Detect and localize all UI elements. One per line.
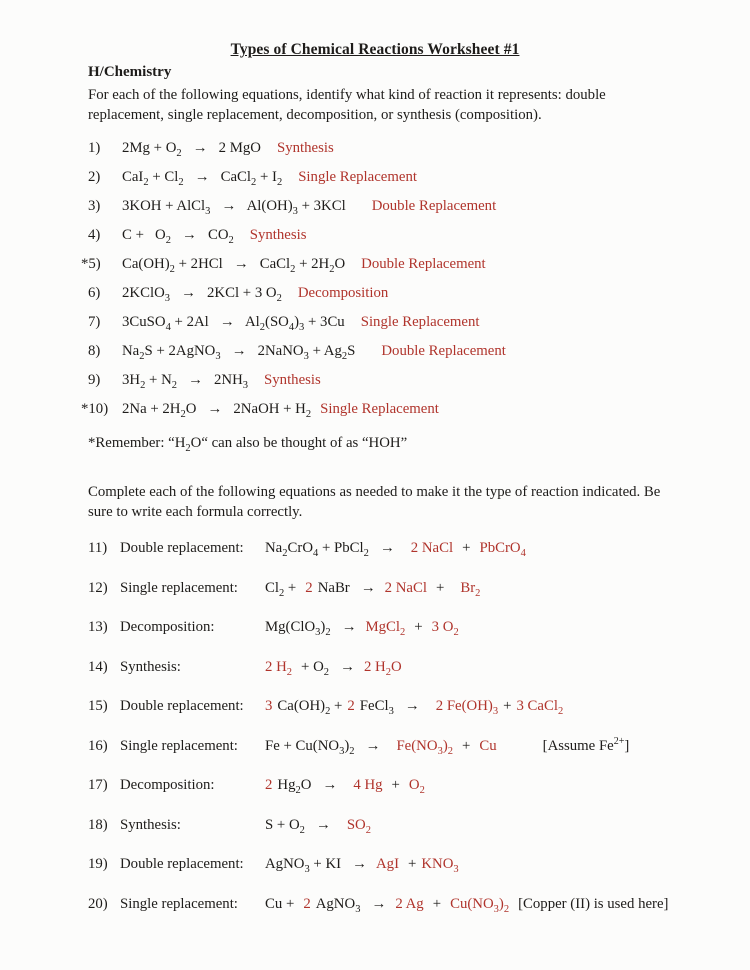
- item-number: *5): [81, 256, 101, 272]
- equation-segment: $O_2$: [408, 777, 425, 796]
- equation-segment: +: [462, 540, 471, 556]
- reaction-type-label: Decomposition:: [120, 777, 215, 793]
- item-number: 17): [88, 777, 108, 793]
- item-number: 16): [88, 737, 108, 754]
- reaction-type-label: Double replacement:: [120, 698, 244, 714]
- reaction-list-complete: [88, 538, 669, 915]
- reaction-type-label: Double replacement:: [120, 540, 244, 556]
- item-number: 14): [88, 658, 108, 675]
- equation-segment: AgNO$_3$ + KI →: [265, 856, 367, 875]
- reaction-item: [88, 138, 662, 158]
- item-number: 13): [88, 619, 108, 635]
- equation-segment: + $O_2$ →: [301, 658, 355, 678]
- reaction-item: [88, 225, 662, 245]
- equation-segment: 2 Ag: [395, 895, 424, 912]
- equation-segment: Cu +: [265, 895, 295, 912]
- equation-text: $Ca(OH)_2 + 2HCl$ → CaCl$_2$ + $2H_2O$: [122, 256, 346, 275]
- equation-segment: $Mg(ClO_3)_2$ →: [265, 619, 357, 638]
- section1-instructions: For each of the following equations, identify what kind of reaction it represents: double replacement, single replacement, decomposition, or synthesis (composition).: [88, 87, 606, 123]
- equation-segment: PbCrO$_4$: [479, 540, 526, 559]
- equation-text: 2KClO$_3$ → 2KCl + 3 $O_2$: [122, 285, 282, 304]
- section2-instructions: Complete each of the following equations as needed to make it the type of reaction indicated. Be sure to write each formula correctly.: [88, 484, 661, 520]
- item-number: 6): [88, 285, 101, 301]
- item-number: 11): [88, 540, 108, 556]
- reaction-type-label: Double replacement:: [120, 856, 244, 872]
- equation-segment: MgCl$_2$: [365, 619, 406, 638]
- equation-segment: Cu: [479, 737, 497, 754]
- equation-segment: $Br_2$: [460, 579, 481, 599]
- reaction-type-label: Synthesis:: [120, 658, 181, 675]
- completion-item: [88, 894, 669, 915]
- item-number: 20): [88, 895, 108, 912]
- item-number: *10): [81, 401, 109, 417]
- equation-segment: 2 NaCl: [384, 579, 427, 596]
- equation-segment: 2: [265, 777, 273, 793]
- answer-text: Double Replacement: [381, 343, 506, 359]
- item-number: 8): [88, 343, 101, 359]
- equation-text: $3H_2 + N_2$ → $2NH_3$: [122, 372, 249, 391]
- remember-note: *Remember: “$H_2O“$ can also be thought of as “HOH”: [88, 435, 408, 454]
- reaction-item: [81, 254, 662, 275]
- item-number: 4): [88, 227, 101, 243]
- equation-segment: $Fe(NO_3)_2$: [396, 737, 453, 757]
- equation-segment: [Assume $Fe^{2+}$]: [542, 735, 630, 754]
- reaction-type-label: Decomposition:: [120, 619, 215, 635]
- answer-text: Synthesis: [249, 227, 307, 243]
- completion-item: [88, 736, 662, 756]
- reaction-type-label: Single replacement:: [120, 737, 238, 754]
- equation-text: $2Na + 2H_2O$ → 2NaOH + $H_2$: [122, 401, 312, 420]
- completion-item: [88, 578, 662, 598]
- equation-segment: 2 NaCl: [410, 540, 454, 556]
- reaction-item: [88, 283, 662, 303]
- equation-segment: +: [435, 579, 445, 596]
- equation-segment: AgI: [375, 856, 399, 872]
- equation-segment: $Na_2CrO_4$ + PbCl$_2$ →: [265, 540, 395, 559]
- answer-text: Synthesis: [264, 372, 321, 388]
- equation-segment: $Cu(NO_3)_2$: [450, 895, 510, 915]
- equation-segment: 2 $H_2$: [265, 658, 293, 678]
- answer-text: Single Replacement: [360, 314, 480, 330]
- equation-text: $Na_2S$ + 2AgNO$_3$ → 2NaNO$_3$ + $Ag_2S$: [122, 343, 356, 362]
- equation-segment: 2: [303, 895, 311, 912]
- completion-item: [88, 815, 662, 835]
- answer-text: Double Replacement: [371, 198, 497, 214]
- equation-segment: 2 $Fe(OH)_3$: [435, 698, 499, 717]
- equation-segment: +: [432, 895, 442, 912]
- equation-segment: 2: [305, 579, 313, 596]
- equation-segment: 3: [265, 698, 273, 714]
- equation-segment: 3 $O_2$: [431, 619, 459, 638]
- item-number: 18): [88, 816, 108, 833]
- equation-segment: AgNO$_3$ →: [315, 895, 387, 915]
- answer-text: Synthesis: [276, 140, 334, 156]
- equation-segment: +: [503, 698, 512, 714]
- equation-text: C + $O_2$ → $CO_2$: [122, 227, 234, 246]
- equation-segment: +: [391, 777, 400, 793]
- answer-text: Decomposition: [297, 285, 389, 301]
- item-number: 9): [88, 372, 101, 388]
- reaction-type-label: Synthesis:: [120, 816, 181, 833]
- reaction-item: [88, 312, 662, 332]
- equation-segment: $SO_2$: [346, 816, 371, 836]
- equation-segment: +: [462, 737, 471, 754]
- reaction-item: [88, 167, 662, 187]
- reaction-item: [81, 399, 662, 420]
- completion-item: [88, 696, 662, 716]
- item-number: 1): [88, 140, 101, 156]
- completion-item: [88, 854, 662, 874]
- answer-text: Single Replacement: [298, 169, 417, 185]
- completion-item: [88, 657, 662, 677]
- reaction-item: [88, 196, 662, 216]
- equation-segment: $Cl_2$ +: [265, 579, 297, 599]
- item-number: 2): [88, 169, 101, 185]
- reaction-type-label: Single replacement:: [120, 895, 238, 912]
- equation-segment: 3 CaCl$_2$: [516, 698, 564, 717]
- equation-segment: +: [414, 619, 423, 635]
- equation-segment: +: [408, 856, 417, 872]
- equation-text: 3CuSO$_4$ + 2Al → $Al_2(SO_4)_3 + 3Cu$: [122, 314, 345, 333]
- completion-item: [88, 617, 662, 637]
- answer-text: Single Replacement: [320, 401, 439, 417]
- answer-text: Double Replacement: [361, 256, 486, 272]
- equation-text: $CaI_2 + Cl_2$ → CaCl$_2$ + $I_2$: [122, 169, 283, 188]
- completion-item: [88, 538, 662, 558]
- equation-text: 3KOH + AlCl$_3$ → $Al(OH)_3 + 3KCl$: [122, 198, 346, 217]
- item-number: 19): [88, 856, 108, 872]
- equation-segment: $Fe + Cu(NO_3)_2$ →: [265, 737, 381, 757]
- equation-segment: [Copper (II) is used here]: [518, 895, 669, 912]
- equation-segment: $KNO_3$: [421, 856, 459, 875]
- reaction-type-label: Single replacement:: [120, 579, 238, 596]
- worksheet-content: [81, 40, 669, 933]
- equation-segment: 2: [347, 698, 355, 714]
- equation-segment: 2 $H_2O$: [363, 658, 402, 678]
- reaction-list-identify: [81, 138, 662, 420]
- item-number: 3): [88, 198, 101, 214]
- course-heading: H/Chemistry: [88, 64, 172, 80]
- equation-text: $2Mg + O_2$ → 2 MgO: [122, 140, 261, 159]
- equation-segment: 4 Hg: [353, 777, 383, 793]
- equation-segment: NaBr →: [317, 579, 376, 596]
- item-number: 12): [88, 579, 108, 596]
- equation-segment: $Ca(OH)_2$ +: [277, 698, 343, 717]
- page-title: Types of Chemical Reactions Worksheet #1: [230, 41, 520, 58]
- equation-segment: FeCl$_3$ →: [359, 698, 420, 717]
- equation-segment: $S + O_2$ →: [265, 816, 331, 836]
- reaction-item: [88, 370, 662, 390]
- item-number: 7): [88, 314, 101, 330]
- item-number: 15): [88, 698, 108, 714]
- completion-item: [88, 775, 662, 795]
- equation-segment: $Hg_2O$ →: [277, 777, 338, 796]
- reaction-item: [88, 341, 662, 361]
